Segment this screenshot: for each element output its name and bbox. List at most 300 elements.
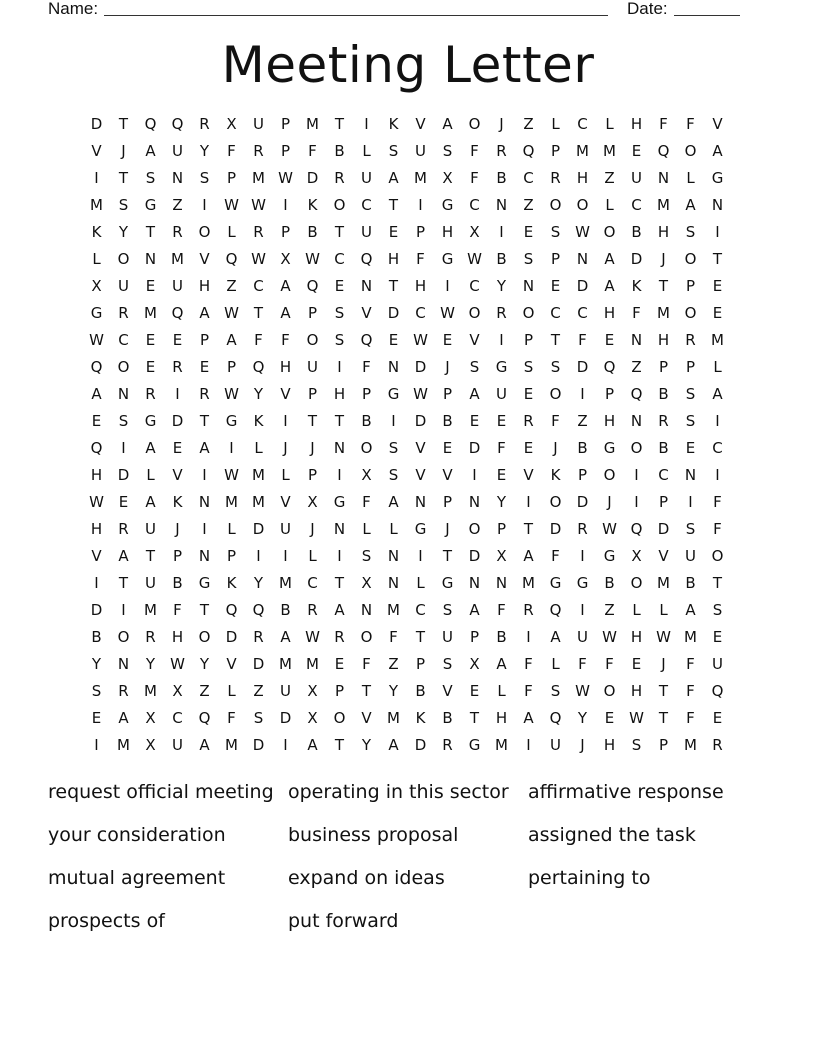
grid-letter[interactable]: P (226, 547, 237, 565)
grid-letter[interactable]: P (685, 358, 696, 376)
grid-letter[interactable]: S (442, 142, 453, 160)
grid-letter[interactable]: A (712, 385, 723, 403)
grid-letter[interactable]: E (712, 709, 723, 727)
grid-letter[interactable]: F (659, 115, 668, 133)
grid-letter[interactable]: T (334, 736, 345, 754)
grid-letter[interactable]: D (90, 115, 103, 133)
grid-letter[interactable]: V (442, 466, 453, 484)
grid-letter[interactable]: B (280, 601, 291, 619)
grid-letter[interactable]: T (334, 223, 345, 241)
grid-letter[interactable]: T (253, 304, 264, 322)
grid-letter[interactable]: S (523, 358, 534, 376)
grid-letter[interactable]: O (603, 682, 616, 700)
grid-letter[interactable]: Y (91, 655, 102, 673)
grid-letter[interactable]: D (117, 466, 130, 484)
grid-letter[interactable]: L (551, 655, 560, 673)
grid-letter[interactable]: J (661, 250, 666, 268)
grid-letter[interactable]: G (711, 169, 724, 187)
grid-letter[interactable]: B (442, 709, 453, 727)
grid-letter[interactable]: A (388, 736, 399, 754)
grid-letter[interactable]: S (388, 439, 399, 457)
grid-letter[interactable]: D (279, 709, 292, 727)
grid-letter[interactable]: S (253, 709, 264, 727)
grid-letter[interactable]: Y (496, 277, 507, 295)
grid-letter[interactable]: Y (388, 682, 399, 700)
grid-letter[interactable]: A (307, 736, 318, 754)
grid-letter[interactable]: R (496, 142, 507, 160)
grid-letter[interactable]: I (337, 358, 342, 376)
grid-letter[interactable]: Z (523, 115, 534, 133)
grid-letter[interactable]: G (441, 574, 454, 592)
grid-letter[interactable]: O (630, 439, 643, 457)
grid-letter[interactable]: A (388, 169, 399, 187)
grid-letter[interactable]: P (226, 169, 237, 187)
grid-letter[interactable]: P (658, 736, 669, 754)
grid-letter[interactable]: A (442, 115, 453, 133)
grid-letter[interactable]: V (415, 115, 426, 133)
grid-letter[interactable]: Q (630, 520, 643, 538)
grid-letter[interactable]: T (388, 196, 399, 214)
grid-letter[interactable]: F (389, 628, 398, 646)
grid-letter[interactable]: A (145, 142, 156, 160)
grid-letter[interactable]: F (362, 655, 371, 673)
grid-letter[interactable]: N (495, 196, 508, 214)
grid-letter[interactable]: L (713, 358, 722, 376)
grid-letter[interactable]: X (469, 655, 480, 673)
grid-letter[interactable]: F (497, 439, 506, 457)
grid-letter[interactable]: R (118, 682, 129, 700)
grid-letter[interactable]: M (225, 736, 238, 754)
grid-letter[interactable]: V (91, 142, 102, 160)
grid-letter[interactable]: I (715, 466, 720, 484)
grid-letter[interactable]: H (576, 169, 589, 187)
grid-letter[interactable]: X (469, 223, 480, 241)
grid-letter[interactable]: V (226, 655, 237, 673)
grid-letter[interactable]: T (442, 547, 453, 565)
grid-letter[interactable]: F (524, 682, 533, 700)
grid-letter[interactable]: L (227, 223, 236, 241)
grid-letter[interactable]: M (279, 574, 292, 592)
grid-letter[interactable]: D (576, 358, 589, 376)
grid-letter[interactable]: R (658, 412, 669, 430)
grid-letter[interactable]: X (442, 169, 453, 187)
grid-letter[interactable]: C (577, 304, 588, 322)
grid-letter[interactable]: N (468, 574, 481, 592)
grid-letter[interactable]: V (172, 466, 183, 484)
grid-letter[interactable]: T (334, 412, 345, 430)
grid-letter[interactable]: E (145, 358, 156, 376)
grid-letter[interactable]: N (414, 493, 427, 511)
grid-letter[interactable]: C (415, 304, 426, 322)
grid-letter[interactable]: C (253, 277, 264, 295)
grid-letter[interactable]: V (658, 547, 669, 565)
grid-letter[interactable]: C (415, 601, 426, 619)
grid-letter[interactable]: N (468, 493, 481, 511)
grid-letter[interactable]: E (523, 439, 534, 457)
grid-letter[interactable]: T (658, 682, 669, 700)
grid-letter[interactable]: I (283, 412, 288, 430)
grid-letter[interactable]: W (656, 628, 671, 646)
grid-letter[interactable]: T (307, 412, 318, 430)
grid-letter[interactable]: Q (360, 331, 373, 349)
grid-letter[interactable]: W (440, 304, 455, 322)
grid-letter[interactable]: F (605, 655, 614, 673)
grid-letter[interactable]: I (121, 601, 126, 619)
grid-letter[interactable]: X (91, 277, 102, 295)
grid-letter[interactable]: Z (604, 601, 615, 619)
grid-letter[interactable]: V (91, 547, 102, 565)
grid-letter[interactable]: N (360, 277, 373, 295)
grid-letter[interactable]: R (442, 736, 453, 754)
grid-letter[interactable]: U (172, 277, 183, 295)
grid-letter[interactable]: D (225, 628, 238, 646)
grid-letter[interactable]: P (361, 385, 372, 403)
grid-letter[interactable]: M (603, 142, 616, 160)
grid-letter[interactable]: T (145, 547, 156, 565)
grid-letter[interactable]: E (523, 223, 534, 241)
grid-letter[interactable]: G (468, 736, 481, 754)
grid-letter[interactable]: U (361, 169, 372, 187)
grid-letter[interactable]: D (90, 601, 103, 619)
grid-letter[interactable]: I (580, 385, 585, 403)
grid-letter[interactable]: S (631, 736, 642, 754)
grid-letter[interactable]: W (413, 331, 428, 349)
grid-letter[interactable]: S (361, 547, 372, 565)
grid-letter[interactable]: T (145, 223, 156, 241)
grid-letter[interactable]: I (202, 466, 207, 484)
grid-letter[interactable]: Z (577, 412, 588, 430)
grid-letter[interactable]: J (445, 358, 450, 376)
grid-letter[interactable]: C (631, 196, 642, 214)
grid-letter[interactable]: B (496, 628, 507, 646)
grid-letter[interactable]: Q (90, 358, 103, 376)
grid-letter[interactable]: A (604, 277, 615, 295)
grid-letter[interactable]: J (580, 736, 585, 754)
grid-letter[interactable]: H (279, 358, 292, 376)
grid-letter[interactable]: A (334, 601, 345, 619)
grid-letter[interactable]: U (253, 115, 264, 133)
grid-letter[interactable]: H (495, 709, 508, 727)
grid-letter[interactable]: S (469, 358, 480, 376)
grid-letter[interactable]: X (496, 547, 507, 565)
grid-letter[interactable]: O (549, 493, 562, 511)
grid-letter[interactable]: A (226, 331, 237, 349)
grid-letter[interactable]: A (523, 547, 534, 565)
grid-letter[interactable]: H (603, 304, 616, 322)
grid-letter[interactable]: I (391, 412, 396, 430)
grid-letter[interactable]: G (603, 439, 616, 457)
grid-letter[interactable]: D (549, 520, 562, 538)
grid-letter[interactable]: U (307, 358, 318, 376)
grid-letter[interactable]: F (416, 250, 425, 268)
grid-letter[interactable]: T (199, 412, 210, 430)
grid-letter[interactable]: H (333, 385, 346, 403)
grid-letter[interactable]: O (333, 709, 346, 727)
grid-letter[interactable]: K (91, 223, 102, 241)
date-field[interactable] (674, 0, 740, 16)
grid-letter[interactable]: B (658, 439, 669, 457)
grid-letter[interactable]: M (279, 655, 292, 673)
grid-letter[interactable]: F (578, 655, 587, 673)
grid-letter[interactable]: Q (225, 601, 238, 619)
grid-letter[interactable]: R (334, 169, 345, 187)
grid-letter[interactable]: S (388, 142, 399, 160)
grid-letter[interactable]: I (715, 412, 720, 430)
grid-letter[interactable]: I (499, 331, 504, 349)
grid-letter[interactable]: M (711, 331, 724, 349)
grid-letter[interactable]: E (469, 682, 480, 700)
grid-letter[interactable]: H (90, 520, 103, 538)
grid-letter[interactable]: P (280, 223, 291, 241)
grid-letter[interactable]: R (334, 628, 345, 646)
grid-letter[interactable]: B (631, 223, 642, 241)
grid-letter[interactable]: Q (252, 358, 265, 376)
grid-letter[interactable]: X (226, 115, 237, 133)
grid-letter[interactable]: E (496, 466, 507, 484)
grid-letter[interactable]: P (199, 331, 210, 349)
grid-letter[interactable]: L (92, 250, 101, 268)
grid-letter[interactable]: I (526, 736, 531, 754)
grid-letter[interactable]: L (659, 601, 668, 619)
grid-letter[interactable]: I (121, 439, 126, 457)
grid-letter[interactable]: Q (522, 142, 535, 160)
grid-letter[interactable]: O (603, 223, 616, 241)
grid-letter[interactable]: P (307, 385, 318, 403)
grid-letter[interactable]: F (686, 682, 695, 700)
grid-letter[interactable]: M (117, 736, 130, 754)
grid-letter[interactable]: N (117, 655, 130, 673)
grid-letter[interactable]: X (361, 574, 372, 592)
grid-letter[interactable]: C (658, 466, 669, 484)
grid-letter[interactable]: R (118, 520, 129, 538)
grid-letter[interactable]: W (251, 250, 266, 268)
grid-letter[interactable]: Q (252, 601, 265, 619)
grid-letter[interactable]: M (252, 169, 265, 187)
grid-letter[interactable]: J (445, 520, 450, 538)
grid-letter[interactable]: W (602, 520, 617, 538)
grid-letter[interactable]: I (445, 277, 450, 295)
grid-letter[interactable]: F (308, 142, 317, 160)
grid-letter[interactable]: P (469, 628, 480, 646)
grid-letter[interactable]: V (280, 493, 291, 511)
grid-letter[interactable]: N (198, 547, 211, 565)
grid-letter[interactable]: R (685, 331, 696, 349)
grid-letter[interactable]: D (657, 520, 670, 538)
grid-letter[interactable]: D (414, 736, 427, 754)
grid-letter[interactable]: R (199, 115, 210, 133)
grid-letter[interactable]: G (549, 574, 562, 592)
grid-letter[interactable]: T (712, 574, 723, 592)
grid-letter[interactable]: L (362, 520, 371, 538)
grid-letter[interactable]: S (334, 331, 345, 349)
grid-letter[interactable]: F (686, 115, 695, 133)
grid-letter[interactable]: V (280, 385, 291, 403)
grid-letter[interactable]: X (631, 547, 642, 565)
grid-letter[interactable]: D (630, 250, 643, 268)
grid-letter[interactable]: P (550, 250, 561, 268)
grid-letter[interactable]: Q (603, 358, 616, 376)
grid-letter[interactable]: S (118, 196, 129, 214)
grid-letter[interactable]: S (145, 169, 156, 187)
grid-letter[interactable]: Z (199, 682, 210, 700)
grid-letter[interactable]: P (523, 331, 534, 349)
grid-letter[interactable]: S (442, 655, 453, 673)
grid-letter[interactable]: S (685, 412, 696, 430)
grid-letter[interactable]: U (361, 223, 372, 241)
grid-letter[interactable]: R (523, 601, 534, 619)
grid-letter[interactable]: R (307, 601, 318, 619)
grid-letter[interactable]: D (171, 412, 184, 430)
grid-letter[interactable]: O (684, 142, 697, 160)
grid-letter[interactable]: U (280, 682, 291, 700)
grid-letter[interactable]: N (711, 196, 724, 214)
grid-letter[interactable]: P (280, 115, 291, 133)
grid-letter[interactable]: F (227, 709, 236, 727)
grid-letter[interactable]: H (630, 115, 643, 133)
grid-letter[interactable]: K (172, 493, 183, 511)
grid-letter[interactable]: M (252, 466, 265, 484)
grid-letter[interactable]: E (631, 142, 642, 160)
grid-letter[interactable]: U (631, 169, 642, 187)
grid-letter[interactable]: O (468, 520, 481, 538)
grid-letter[interactable]: V (712, 115, 723, 133)
grid-letter[interactable]: S (523, 250, 534, 268)
grid-letter[interactable]: L (254, 439, 263, 457)
grid-letter[interactable]: E (334, 655, 345, 673)
grid-letter[interactable]: U (577, 628, 588, 646)
grid-letter[interactable]: O (522, 304, 535, 322)
grid-letter[interactable]: L (308, 547, 317, 565)
grid-letter[interactable]: P (496, 520, 507, 538)
grid-letter[interactable]: Y (577, 709, 588, 727)
grid-letter[interactable]: C (469, 277, 480, 295)
grid-letter[interactable]: J (121, 142, 126, 160)
grid-letter[interactable]: N (171, 169, 184, 187)
grid-letter[interactable]: R (523, 412, 534, 430)
grid-letter[interactable]: A (604, 250, 615, 268)
grid-letter[interactable]: E (523, 385, 534, 403)
grid-letter[interactable]: E (388, 223, 399, 241)
grid-letter[interactable]: V (523, 466, 534, 484)
grid-letter[interactable]: N (333, 439, 346, 457)
grid-letter[interactable]: M (225, 493, 238, 511)
grid-letter[interactable]: S (199, 169, 210, 187)
grid-letter[interactable]: F (281, 331, 290, 349)
grid-letter[interactable]: K (307, 196, 318, 214)
grid-letter[interactable]: K (226, 574, 237, 592)
grid-letter[interactable]: J (175, 520, 180, 538)
grid-letter[interactable]: J (553, 439, 558, 457)
grid-letter[interactable]: Y (253, 385, 264, 403)
grid-letter[interactable]: M (90, 196, 103, 214)
grid-letter[interactable]: Y (199, 655, 210, 673)
grid-letter[interactable]: Q (225, 250, 238, 268)
grid-letter[interactable]: R (253, 142, 264, 160)
grid-letter[interactable]: F (362, 493, 371, 511)
grid-letter[interactable]: V (442, 682, 453, 700)
grid-letter[interactable]: S (712, 601, 723, 619)
grid-letter[interactable]: T (415, 628, 426, 646)
grid-letter[interactable]: H (171, 628, 184, 646)
grid-letter[interactable]: W (602, 628, 617, 646)
grid-letter[interactable]: O (360, 439, 373, 457)
grid-letter[interactable]: Z (172, 196, 183, 214)
grid-letter[interactable]: Q (171, 304, 184, 322)
grid-letter[interactable]: I (634, 493, 639, 511)
grid-letter[interactable]: S (685, 520, 696, 538)
grid-letter[interactable]: P (442, 493, 453, 511)
grid-letter[interactable]: P (604, 385, 615, 403)
grid-letter[interactable]: W (170, 655, 185, 673)
grid-letter[interactable]: T (469, 709, 480, 727)
grid-letter[interactable]: B (307, 223, 318, 241)
grid-letter[interactable]: L (632, 601, 641, 619)
grid-letter[interactable]: M (684, 736, 697, 754)
grid-letter[interactable]: I (688, 493, 693, 511)
grid-letter[interactable]: M (144, 682, 157, 700)
grid-letter[interactable]: K (415, 709, 426, 727)
grid-letter[interactable]: Z (523, 196, 534, 214)
grid-letter[interactable]: W (224, 196, 239, 214)
grid-letter[interactable]: W (305, 628, 320, 646)
grid-letter[interactable]: X (307, 709, 318, 727)
grid-letter[interactable]: A (91, 385, 102, 403)
grid-letter[interactable]: S (388, 466, 399, 484)
grid-letter[interactable]: Q (711, 682, 724, 700)
grid-letter[interactable]: F (470, 169, 479, 187)
grid-letter[interactable]: W (575, 682, 590, 700)
grid-letter[interactable]: Q (171, 115, 184, 133)
grid-letter[interactable]: J (607, 493, 612, 511)
grid-letter[interactable]: G (333, 493, 346, 511)
grid-letter[interactable]: U (550, 736, 561, 754)
grid-letter[interactable]: B (604, 574, 615, 592)
grid-letter[interactable]: I (94, 736, 99, 754)
grid-letter[interactable]: D (576, 493, 589, 511)
grid-letter[interactable]: Z (253, 682, 264, 700)
grid-letter[interactable]: R (496, 304, 507, 322)
grid-letter[interactable]: E (550, 277, 561, 295)
grid-letter[interactable]: B (442, 412, 453, 430)
grid-letter[interactable]: J (499, 115, 504, 133)
grid-letter[interactable]: R (145, 628, 156, 646)
grid-letter[interactable]: A (712, 142, 723, 160)
grid-letter[interactable]: O (684, 250, 697, 268)
grid-letter[interactable]: H (90, 466, 103, 484)
grid-letter[interactable]: N (360, 601, 373, 619)
grid-letter[interactable]: E (334, 277, 345, 295)
grid-letter[interactable]: N (630, 412, 643, 430)
grid-letter[interactable]: R (172, 358, 183, 376)
grid-letter[interactable]: K (388, 115, 399, 133)
grid-letter[interactable]: B (496, 169, 507, 187)
grid-letter[interactable]: L (146, 466, 155, 484)
grid-letter[interactable]: A (496, 655, 507, 673)
grid-letter[interactable]: G (576, 574, 589, 592)
grid-letter[interactable]: W (278, 169, 293, 187)
grid-letter[interactable]: D (387, 304, 400, 322)
grid-letter[interactable]: G (495, 358, 508, 376)
grid-letter[interactable]: R (577, 520, 588, 538)
grid-letter[interactable]: W (413, 385, 428, 403)
grid-letter[interactable]: I (202, 520, 207, 538)
grid-letter[interactable]: U (145, 574, 156, 592)
grid-letter[interactable]: M (252, 493, 265, 511)
grid-letter[interactable]: P (415, 223, 426, 241)
grid-letter[interactable]: Q (306, 277, 319, 295)
grid-letter[interactable]: L (551, 115, 560, 133)
grid-letter[interactable]: S (685, 223, 696, 241)
